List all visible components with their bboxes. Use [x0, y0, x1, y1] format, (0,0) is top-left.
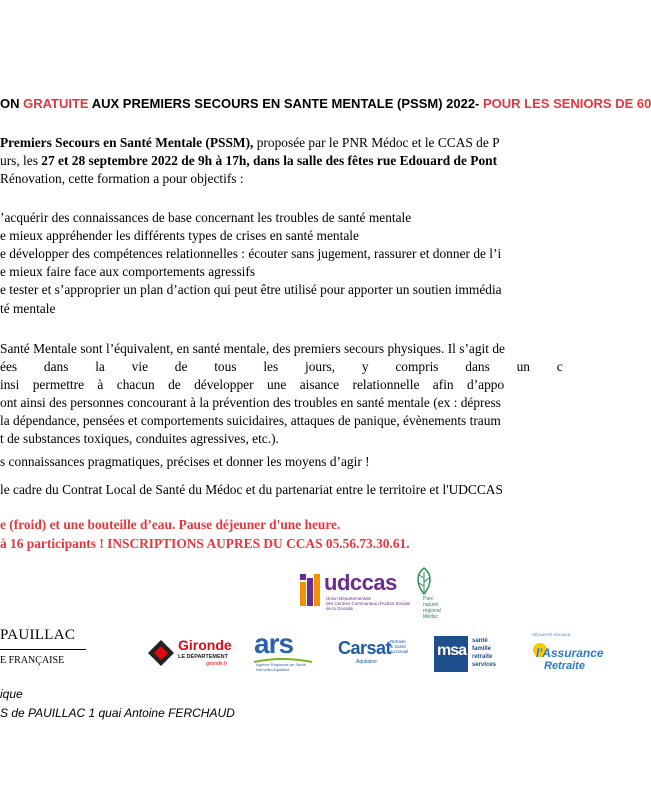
paragraph-line: t de substances toxiques, conduites agressives, etc.). — [0, 431, 279, 446]
intro-line-1: Premiers Secours en Santé Mentale (PSSM), proposée par le PNR Médoc et le CCAS de P — [0, 135, 500, 150]
footer-address: S de PAUILLAC 1 quai Antoine FERCHAUD — [0, 706, 235, 720]
carsat-logo: Carsat Retraite & Santé au travail Aquitaine — [338, 638, 409, 665]
paragraph-line: la dépendance, pensées et comportements suicidaires, attaques de panique, évènements traum — [0, 413, 501, 428]
msa-logo: msa santé famille retraite services — [434, 636, 518, 674]
objective-item: té mentale — [0, 301, 56, 316]
framework-text: le cadre du Contrat Local de Santé du Médoc et du partenariat entre le territoire et l'UDCCAS — [0, 482, 503, 497]
gironde-logo: Gironde LE DÉPARTEMENT gironde.fr — [148, 637, 240, 669]
parc-medoc-logo: Parc naturel régional Médoc — [410, 566, 440, 624]
msa-badge: msa — [434, 636, 468, 672]
udccas-emblem-icon — [300, 574, 324, 608]
intro-line-3: Rénovation, cette formation a pour objectifs : — [0, 171, 244, 186]
assurance-retraite-logo: SÉCURITÉ SOCIALE l'Assurance Retraite — [532, 632, 604, 672]
paragraph-line: ont ainsi des personnes concourant à la prévention des troubles en santé mentale (ex : dépress — [0, 395, 501, 410]
page-title: ON GRATUITE AUX PREMIERS SECOURS EN SANTE MENTALE (PSSM) 2022- POUR LES SENIORS DE 60 — [0, 96, 651, 111]
intro-line-2: urs, les 27 et 28 septembre 2022 de 9h à 17h, dans la salle des fêtes rue Edouard de Pont — [0, 153, 498, 168]
parc-leaf-icon — [412, 566, 436, 596]
objective-item: ’acquérir des connaissances de base concernant les troubles de santé mentale — [0, 210, 412, 225]
objective-item: e développer des compétences relationnelles : écouter sans jugement, rassurer et donner de l’i — [0, 246, 502, 261]
paragraph-line: ées dans la vie de tous les jours, y compris dans un c — [0, 359, 563, 374]
practical-note: e (froid) et une bouteille d’eau. Pause déjeuner d'une heure. — [0, 517, 341, 532]
objective-item: e mieux appréhender les différents types de crises en santé mentale — [0, 228, 359, 243]
registration-note: à 16 participants ! INSCRIPTIONS AUPRES DU CCAS 05.56.73.30.61. — [0, 536, 410, 551]
paragraph-line: insi permettre à chacun de développer une aisance relationnelle afin d’appo — [0, 377, 505, 392]
footer-line-1: ique — [0, 687, 23, 701]
ars-logo: ars Agence Régionale de Santé Nouvelle-Aquitaine — [252, 634, 316, 674]
objective-item: e tester et s’approprier un plan d’action qui peut être utilisé pour apporter un soutien immédia — [0, 282, 502, 297]
pauillac-logo: PAUILLAC E FRANÇAISE — [0, 625, 90, 675]
title-audience: POUR LES SENIORS DE 60 — [483, 96, 651, 111]
gironde-emblem-icon — [148, 640, 174, 666]
paragraph-line: s connaissances pragmatiques, précises et donner les moyens d’agir ! — [0, 454, 370, 469]
divider — [0, 649, 86, 650]
udccas-logo: udccas Union Départementale des Centres Communaux d'Action Sociale de la Gironde — [300, 572, 402, 612]
paragraph-line: Santé Mentale sont l’équivalent, en santé mentale, des premiers secours physiques. Il s’agit de — [0, 341, 505, 356]
title-free: GRATUITE — [23, 96, 89, 111]
objective-item: e mieux faire face aux comportements agressifs — [0, 264, 256, 279]
